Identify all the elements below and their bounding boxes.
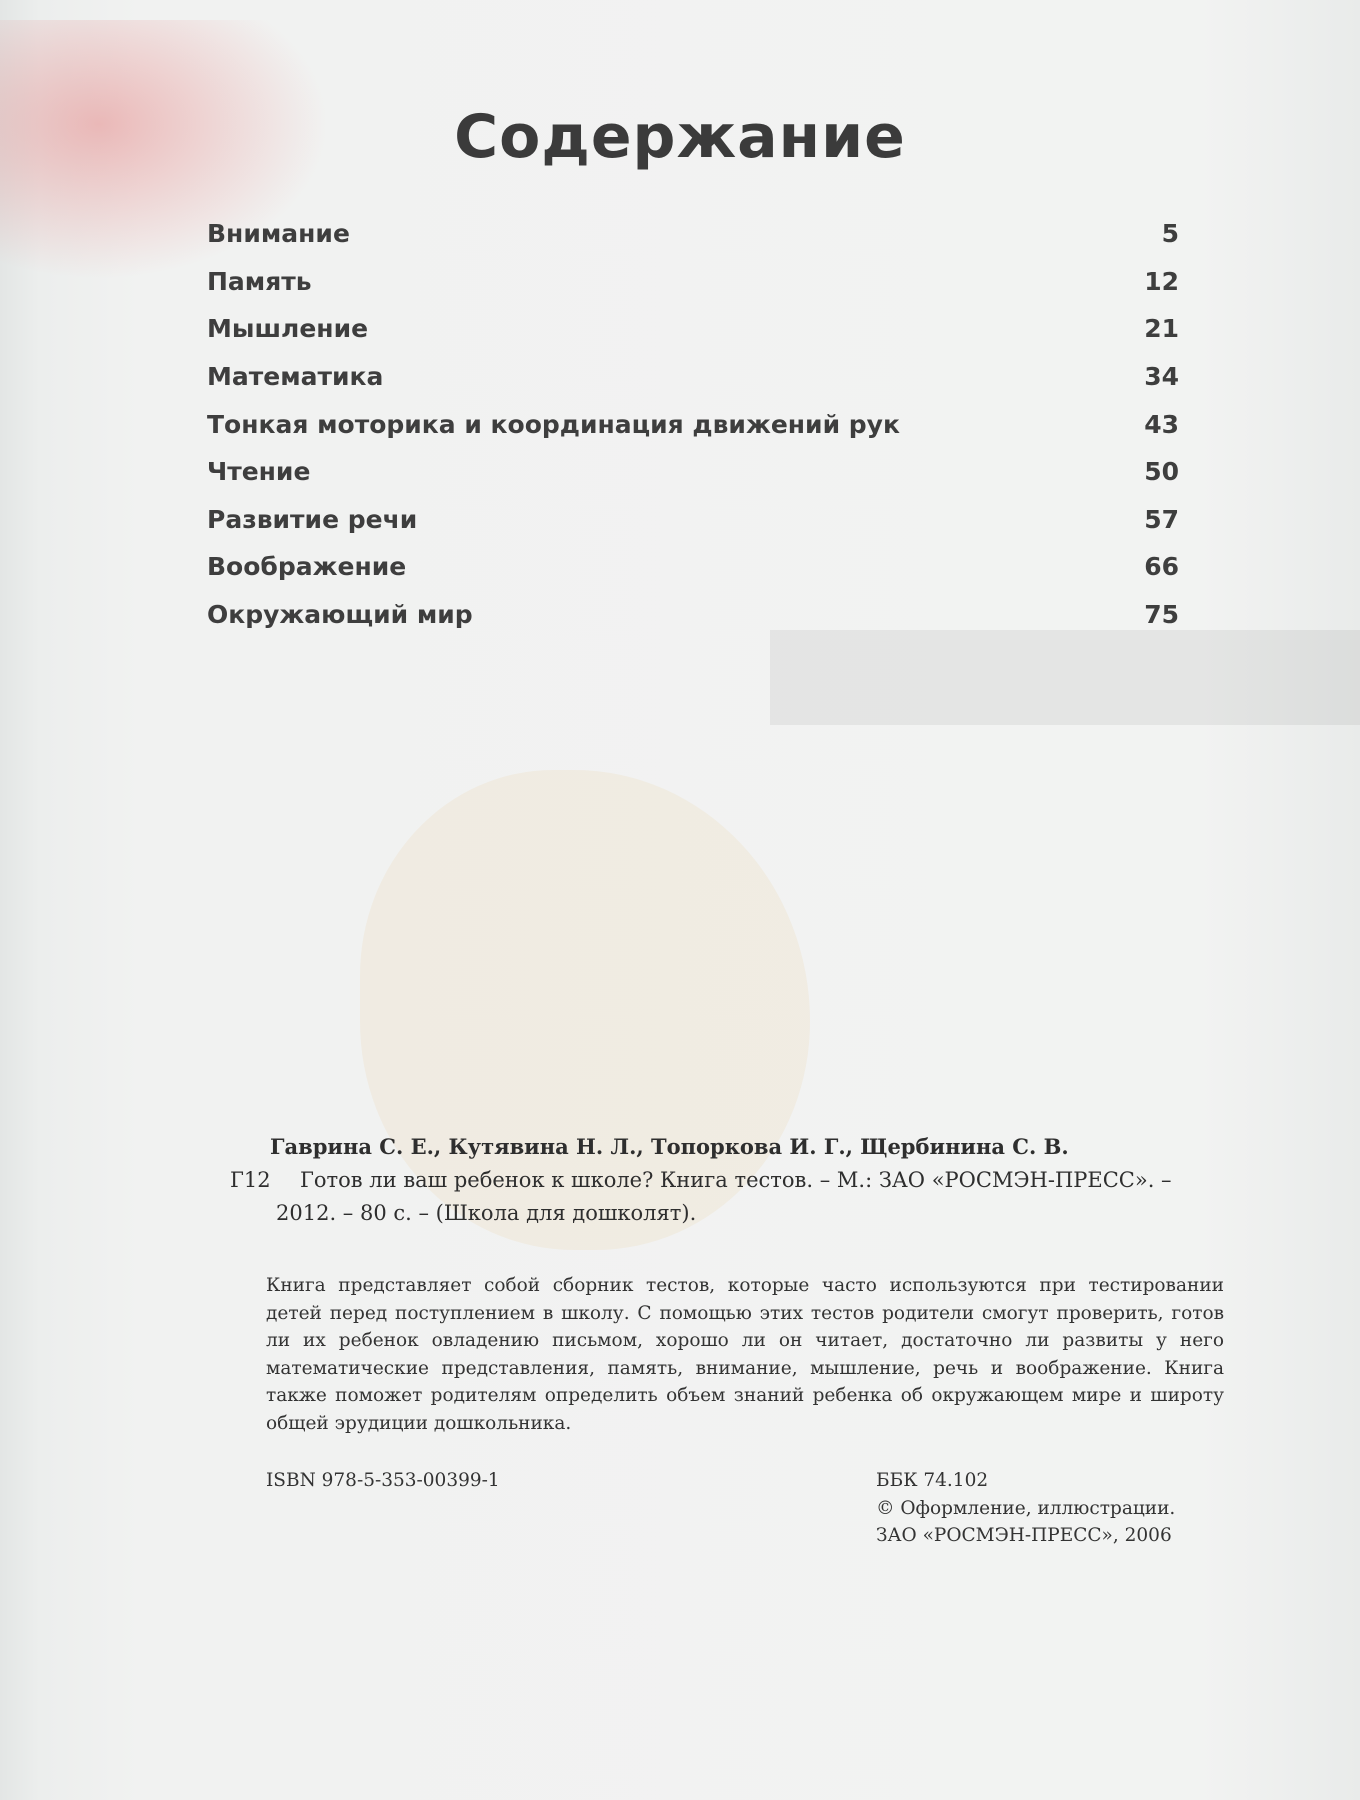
toc-item[interactable] <box>207 210 1179 258</box>
show-through-band <box>770 630 1360 725</box>
toc-item-label: Память <box>207 266 312 296</box>
copyright-line: © Оформление, иллюстрации. <box>876 1498 1176 1519</box>
toc-item-page: 50 <box>1144 457 1179 487</box>
toc-item-label: Чтение <box>207 457 311 487</box>
toc-item-label: Окружающий мир <box>207 600 473 630</box>
bbk-code: ББК 74.102 <box>876 1470 989 1491</box>
toc-item[interactable] <box>207 258 1179 306</box>
toc-item-page: 5 <box>1161 219 1179 249</box>
toc-item-page: 75 <box>1144 600 1179 630</box>
toc-item-page: 57 <box>1144 504 1179 534</box>
toc-item-page: 43 <box>1144 409 1179 439</box>
toc-item[interactable] <box>207 543 1179 591</box>
book-annotation: Книга представляет собой сборник тестов, которые часто используются при тестировании детей перед поступлением в школу. С помощью этих тестов родители смогут проверить, готов ли их ребенок овладению письмом, хорошо ли он читает, достаточно ли развиты у него математические представления, память, внимание, мышление, речь и воображение. Книга также поможет родителям определить объем знаний ребенка об окружающем мире и широту общей эрудиции дошкольника. <box>266 1275 1224 1434</box>
toc-item[interactable] <box>207 305 1179 353</box>
bib-authors: Гаврина С. Е., Кутявина Н. Л., Топоркова И. Г., Щербинина С. В. <box>270 1134 1069 1159</box>
toc-item-label: Тонкая моторика и координация движений рук <box>207 409 900 439</box>
toc-item-label: Математика <box>207 362 384 392</box>
copyright-line: ЗАО «РОСМЭН-ПРЕСС», 2006 <box>876 1525 1172 1546</box>
bib-index: Г12 <box>230 1168 271 1192</box>
isbn: ISBN 978-5-353-00399-1 <box>266 1470 500 1491</box>
table-of-contents <box>207 210 1179 638</box>
toc-item[interactable] <box>207 400 1179 448</box>
toc-item-page: 12 <box>1144 266 1179 296</box>
toc-item-page: 66 <box>1144 552 1179 582</box>
toc-item-label: Внимание <box>207 219 350 249</box>
toc-item[interactable] <box>207 353 1179 401</box>
toc-item-label: Воображение <box>207 552 407 582</box>
toc-item[interactable] <box>207 591 1179 639</box>
page-title: Содержание <box>454 102 906 173</box>
toc-item-page: 21 <box>1144 314 1179 344</box>
bib-description-line: Готов ли ваш ребенок к школе? Книга тестов. – М.: ЗАО «РОСМЭН-ПРЕСС». – <box>300 1168 1172 1192</box>
toc-item-label: Развитие речи <box>207 504 418 534</box>
toc-item[interactable] <box>207 496 1179 544</box>
toc-item[interactable] <box>207 448 1179 496</box>
bib-description-line: 2012. – 80 с. – (Школа для дошколят). <box>276 1201 697 1225</box>
toc-item-page: 34 <box>1144 362 1179 392</box>
toc-item-label: Мышление <box>207 314 369 344</box>
